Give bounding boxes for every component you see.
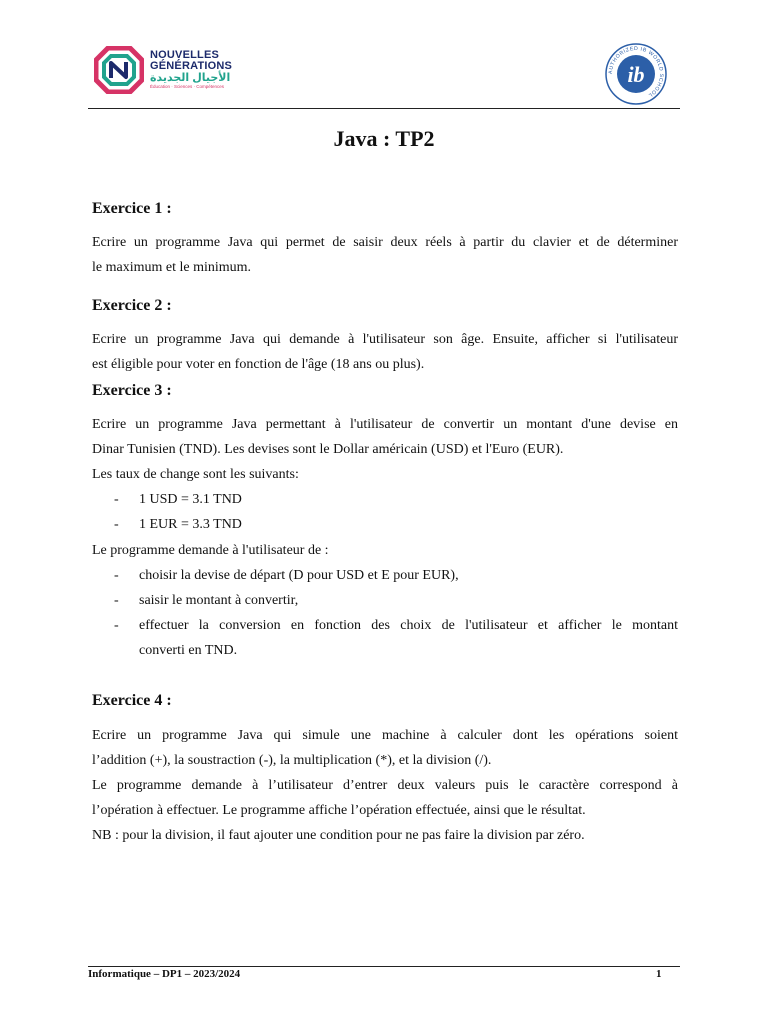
bullet-dash: -: [114, 568, 119, 583]
exercise-2-line-2: est éligible pour voter en fonction de l'âge (18 ans ou plus).: [92, 357, 425, 372]
step-3-line-2: converti en TND.: [139, 643, 238, 658]
rate-usd: 1 USD = 3.1 TND: [139, 492, 242, 507]
bullet-dash: -: [114, 618, 119, 633]
logo-line1: NOUVELLES: [150, 49, 220, 61]
logo-arabic: الأجيال الجديدة: [150, 72, 231, 84]
exercise-3-line-2: Dinar Tunisien (TND). Les devises sont le Dollar américain (USD) et l'Euro (EUR).: [92, 442, 564, 457]
page-number: 1: [656, 968, 662, 980]
rate-eur: 1 EUR = 3.3 TND: [139, 517, 242, 532]
svg-text:ib: ib: [627, 62, 645, 87]
page-header: [88, 40, 680, 108]
step-3-line-1: effectuer la conversion en fonction des choix de l'utilisateur et afficher le montant: [139, 618, 678, 633]
exercise-2-line-1: Ecrire un programme Java qui demande à l'utilisateur son âge. Ensuite, afficher si l'utilisateur: [92, 332, 678, 347]
exercise-3-rates-intro: Les taux de change sont les suivants:: [92, 467, 299, 482]
header-divider: [88, 108, 680, 109]
exercise-3-steps-intro: Le programme demande à l'utilisateur de :: [92, 543, 329, 558]
exercise-4-line-4: l’opération à effectuer. Le programme affiche l’opération effectuée, ainsi que le résultat.: [92, 803, 586, 818]
exercise-4-nb: NB : pour la division, il faut ajouter une condition pour ne pas faire la division par zéro.: [92, 828, 585, 843]
ib-world-school-logo-icon: [604, 42, 668, 106]
footer-course-label: Informatique – DP1 – 2023/2024: [88, 968, 241, 980]
logo-tagline: Éducation · Sciences · Compétences: [150, 84, 225, 89]
logo-line2: GÉNÉRATIONS: [150, 60, 233, 72]
nouvelles-generations-logo: [94, 46, 234, 96]
exercise-4-line-3: Le programme demande à l’utilisateur d’entrer deux valeurs puis le caractère correspond à: [92, 778, 678, 793]
ng-logo-icon: [94, 46, 144, 94]
page-title: Java : TP2: [333, 126, 435, 151]
exercise-1-line-2: le maximum et le minimum.: [92, 260, 252, 275]
ib-ring-text: AUTHORIZED IB WORLD SCHOOL: [607, 45, 665, 99]
step-1: choisir la devise de départ (D pour USD et E pour EUR),: [139, 568, 459, 583]
bullet-dash: -: [114, 593, 119, 608]
footer-divider: [88, 966, 680, 967]
exercise-2-heading: Exercice 2 :: [92, 297, 172, 314]
exercise-1-line-1: Ecrire un programme Java qui permet de saisir deux réels à partir du clavier et de déterminer: [92, 235, 678, 250]
bullet-dash: -: [114, 492, 119, 507]
exercise-4-line-2: l’addition (+), la soustraction (-), la multiplication (*), et la division (/).: [92, 753, 492, 768]
logo-wordmark: [150, 50, 232, 90]
step-2: saisir le montant à convertir,: [139, 593, 299, 608]
exercise-3-line-1: Ecrire un programme Java permettant à l'utilisateur de convertir un montant d'une devise en: [92, 417, 678, 432]
exercise-4-line-1: Ecrire un programme Java qui simule une machine à calculer dont les opérations soient: [92, 728, 678, 743]
exercise-3-heading: Exercice 3 :: [92, 382, 172, 399]
bullet-dash: -: [114, 517, 119, 532]
exercise-1-heading: Exercice 1 :: [92, 200, 172, 217]
exercise-4-heading: Exercice 4 :: [92, 692, 172, 709]
